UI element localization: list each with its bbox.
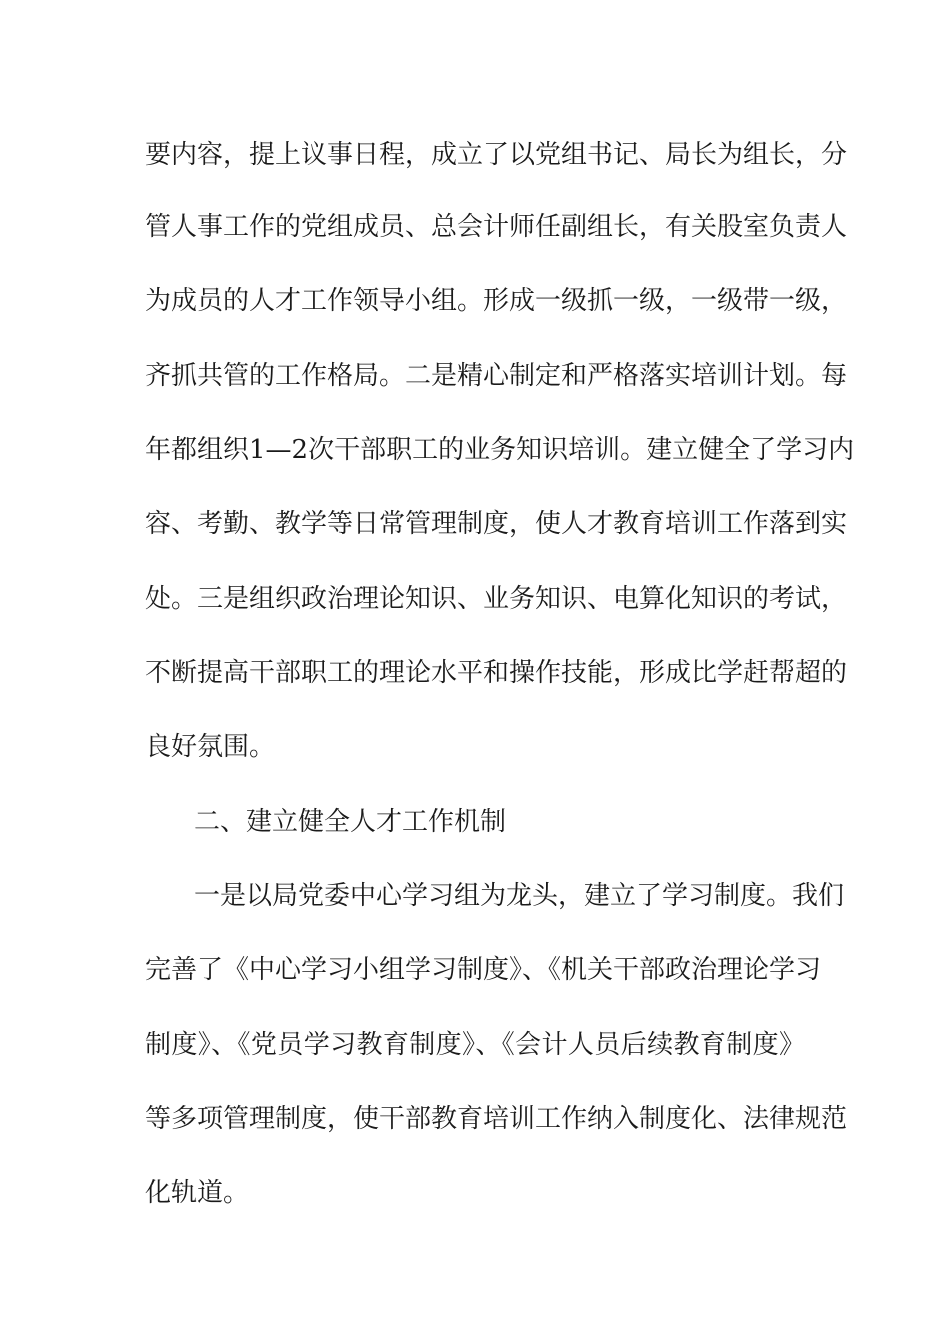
paragraph-line: 容、考勤、教学等日常管理制度，使人才教育培训工作落到实	[145, 509, 848, 539]
paragraph-line: 管人事工作的党组成员、总会计师任副组长，有关股室负责人	[145, 212, 848, 242]
paragraph-line-last: 化轨道。	[145, 1178, 250, 1208]
paragraph-line: 等多项管理制度，使干部教育培训工作纳入制度化、法律规范	[145, 1104, 848, 1134]
paragraph-line: 齐抓共管的工作格局。二是精心制定和严格落实培训计划。每	[145, 361, 848, 391]
paragraph-line-first: 一是以局党委中心学习组为龙头，建立了学习制度。我们	[194, 881, 845, 911]
paragraph-line: 不断提高干部职工的理论水平和操作技能，形成比学赶帮超的	[145, 658, 848, 688]
section-heading: 二、建立健全人才工作机制	[194, 807, 507, 837]
paragraph-line: 完善了《中心学习小组学习制度》、《机关干部政治理论学习	[145, 955, 822, 985]
paragraph-line: 年都组织1—2次干部职工的业务知识培训。建立健全了学习内	[145, 435, 855, 465]
paragraph-line: 要内容，提上议事日程，成立了以党组书记、局长为组长，分	[145, 140, 848, 170]
paragraph-line-last: 良好氛围。	[145, 732, 276, 762]
paragraph-line: 为成员的人才工作领导小组。形成一级抓一级，一级带一级，	[145, 286, 848, 316]
paragraph-line: 处。三是组织政治理论知识、业务知识、电算化知识的考试，	[145, 584, 848, 614]
paragraph-line: 制度》、《党员学习教育制度》、《会计人员后续教育制度》	[145, 1030, 805, 1060]
